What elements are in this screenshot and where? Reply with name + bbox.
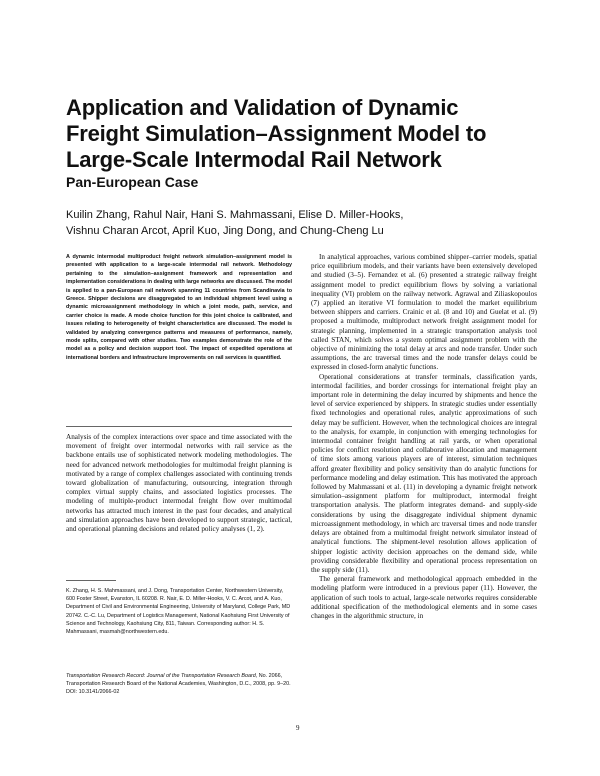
body-paragraph: In analytical approaches, various combined shipper–carrier models, spatial price equilibrium models, and their variants have been extensively developed and studied (3–5). Fernandez et al. (6) presented a strategic railway freight assignment model to predict equilibrium flows by solving a variational inequality (VI) problem on the railway network. Agrawal and Ziliaskopoulos (7) applied an iterative VI formulation to model the market equilibrium between shippers and carriers. Crainic et al. (8 and 10) and Guelat et al. (9) proposed a multimode, multiproduct network freight assignment model for strategic planning, implemented in a strategic transportation analysis tool called STAN, which solves a system optimal assignment problem with the objective of minimizing the total delay at arcs and node transfer. Under such assumptions, the arc traversal times and the node transfer delays could be expressed in closed-form analytic functions. bbox=[311, 253, 537, 372]
journal-doi: DOI: 10.3141/2066-02 bbox=[66, 689, 120, 696]
abstract: A dynamic intermodal multiproduct freight network simulation–assignment model is presented with application to a large-scale intermodal rail network. Methodology pertaining to the simulation–assignment framework and representation and implementation considerations in dealing with large networks are discussed. The model is applied to a pan-European rail network spanning 11 countries from Scandinavia to Greece. Shipper decisions are disaggregated to an individual shipment level using a dynamic microassignment methodology in which a joint mode, path, service, and carrier choice is made. A mode choice function for this joint choice is calibrated, and issues relating to heterogeneity of freight characteristics are discussed. The model is validated by analyzing convergence patterns and measures of performance, namely, mode splits, compared with other studies. Two examples demonstrate the role of the model as a policy and decision support tool. The impact of expedited operations at international borders and infrastructure improvements on rail services is quantified. bbox=[66, 254, 292, 361]
journal-details: No. 2066, Transportation Research Board of the National Academies, Washington, D.C., 2008, pp. 9–20. bbox=[66, 673, 291, 688]
introduction-paragraph: Analysis of the complex interactions over space and time associated with the movement of freight over intermodal networks with rail service as the backbone entails use of sophisticated network modeling methodologies. The need for advanced network methodologies for multimodal freight planning is motivated by a range of complex challenges associated with continuing trends toward globalization of manufacturing, outsourcing, integration through complex virtual supply chains, and associated logistics processes. The modeling of multiple-product intermodal freight flow over multimodal networks has attracted much interest in the past four decades, and analytical and simulation approaches have been developed to support strategic, tactical, and operational planning decisions and related policy analyses (1, 2). bbox=[66, 433, 292, 534]
paper-subtitle: Pan-European Case bbox=[66, 174, 199, 190]
author-affiliations: K. Zhang, H. S. Mahmassani, and J. Dong, Transportation Center, Northwestern University, 600 Foster Street, Evanston, IL 60208. R. Nair, E. D. Miller-Hooks, V. C. Arcot, and A. Kuo, Department of Civil and Environmental Engineering, University of Maryland, College Park, MD 20742. C.-C. Lu, Department of Logistics Management, National Kaohsiung First University of Science and Technology, Kaohsiung City, 811, Taiwan. Corresponding author: H. S. Mahmassani, masmah@northwestern.edu. bbox=[66, 588, 291, 636]
body-paragraph: The general framework and methodological approach embedded in the modeling platform were introduced in a previous paper (11). However, the application of such tools to actual, large-scale networks requires considerable additional specification of the methodological elements and in some cases changes in the algorithmic structure, in bbox=[311, 575, 537, 620]
author-line: Vishnu Charan Arcot, April Kuo, Jing Dong, and Chung-Cheng Lu bbox=[66, 225, 384, 237]
journal-name: Transportation Research Record: Journal of the Transportation Research Board, bbox=[66, 673, 258, 679]
author-line: Kuilin Zhang, Rahul Nair, Hani S. Mahmassani, Elise D. Miller-Hooks, bbox=[66, 209, 404, 221]
abstract-divider bbox=[66, 426, 292, 427]
journal-citation bbox=[66, 672, 292, 697]
paper-title: Application and Validation of Dynamic Freight Simulation–Assignment Model to Large-Scale Intermodal Rail Network bbox=[66, 95, 487, 172]
author-list bbox=[66, 207, 536, 239]
right-column bbox=[311, 253, 537, 621]
footnote-divider bbox=[66, 580, 116, 581]
page-number: 9 bbox=[296, 724, 300, 732]
body-paragraph: Operational considerations at transfer terminals, classification yards, intermodal facilities, and border crossings for international freight play an important role in determining the delay incurred by shipments and hence the level of service experienced by shippers. In strategic studies under essentially fixed technologies and operational rules, analytic approximations of such delay may be sufficient. However, when the technological choices are integral to the analysis, for example, in conjunction with emerging technologies for intermodal container freight handling at rail yards, or when operational policies for conflict resolution and collaborative allocation and management of time slots among various players are of interest, simulation techniques afford greater flexibility and policy sensitivity than do analytic functions for performance modeling and delay estimation. This has motivated the approach followed by Mahmassani et al. (11) in developing a dynamic freight network simulation–assignment platform for multiproduct, intermodal freight transportation analysis. The platform integrates demand- and supply-side considerations by using the disaggregate individual shipment dynamic microassignment methodology, in which arc traversal times and node transfer delays are obtained from a multimodal freight network simulator instead of analytical functions. The shipment-level resolution allows application of shipper logistic activity decision approaches on the demand side, while providing considerable flexibility and operational process representation on the supply side (11). bbox=[311, 372, 537, 574]
